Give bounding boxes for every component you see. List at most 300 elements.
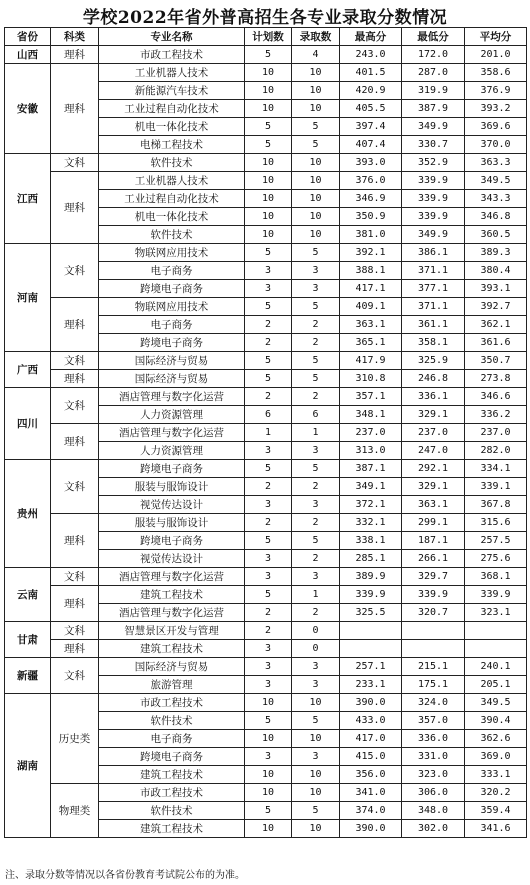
admitted-cell: 2 [292, 604, 340, 622]
major-cell: 跨境电子商务 [99, 748, 245, 766]
avg-score-cell: 320.2 [465, 784, 527, 802]
min-score-cell: 363.1 [402, 496, 465, 514]
max-score-cell: 417.9 [340, 352, 402, 370]
avg-score-cell: 392.7 [465, 298, 527, 316]
major-cell: 建筑工程技术 [99, 820, 245, 838]
avg-score-cell: 257.5 [465, 532, 527, 550]
table-row [5, 424, 527, 442]
plan-cell: 5 [245, 802, 292, 820]
major-cell: 物联网应用技术 [99, 298, 245, 316]
min-score-cell: 357.0 [402, 712, 465, 730]
major-cell: 跨境电子商务 [99, 532, 245, 550]
category-cell: 理科 [51, 514, 99, 568]
max-score-cell: 387.1 [340, 460, 402, 478]
province-cell: 甘肃 [5, 622, 51, 658]
major-cell: 视觉传达设计 [99, 496, 245, 514]
min-score-cell: 349.9 [402, 118, 465, 136]
max-score-cell: 357.1 [340, 388, 402, 406]
category-cell: 理科 [51, 370, 99, 388]
avg-score-cell: 346.6 [465, 388, 527, 406]
category-cell: 文科 [51, 568, 99, 586]
plan-cell: 5 [245, 298, 292, 316]
admitted-cell: 5 [292, 244, 340, 262]
header-plan: 计划数 [245, 28, 292, 46]
plan-cell: 10 [245, 784, 292, 802]
major-cell: 服装与服饰设计 [99, 478, 245, 496]
major-cell: 工业过程自动化技术 [99, 100, 245, 118]
min-score-cell: 320.7 [402, 604, 465, 622]
avg-score-cell: 323.1 [465, 604, 527, 622]
max-score-cell: 339.9 [340, 586, 402, 604]
max-score-cell: 363.1 [340, 316, 402, 334]
category-cell: 理科 [51, 298, 99, 352]
table-row [5, 370, 527, 388]
category-cell: 文科 [51, 154, 99, 172]
admitted-cell: 5 [292, 460, 340, 478]
plan-cell: 2 [245, 514, 292, 532]
category-cell: 文科 [51, 244, 99, 298]
major-cell: 酒店管理与数字化运营 [99, 568, 245, 586]
major-cell: 人力资源管理 [99, 406, 245, 424]
avg-score-cell: 346.8 [465, 208, 527, 226]
avg-score-cell: 393.1 [465, 280, 527, 298]
min-score-cell: 175.1 [402, 676, 465, 694]
avg-score-cell: 369.0 [465, 748, 527, 766]
admitted-cell: 3 [292, 280, 340, 298]
min-score-cell: 215.1 [402, 658, 465, 676]
max-score-cell: 374.0 [340, 802, 402, 820]
max-score-cell: 381.0 [340, 226, 402, 244]
admitted-cell: 2 [292, 514, 340, 532]
max-score-cell: 313.0 [340, 442, 402, 460]
major-cell: 旅游管理 [99, 676, 245, 694]
major-cell: 工业机器人技术 [99, 172, 245, 190]
admitted-cell: 10 [292, 190, 340, 208]
min-score-cell: 358.1 [402, 334, 465, 352]
plan-cell: 10 [245, 172, 292, 190]
max-score-cell: 390.0 [340, 694, 402, 712]
table-row [5, 154, 527, 172]
max-score-cell: 393.0 [340, 154, 402, 172]
min-score-cell: 246.8 [402, 370, 465, 388]
min-score-cell: 339.9 [402, 586, 465, 604]
max-score-cell: 388.1 [340, 262, 402, 280]
plan-cell: 5 [245, 532, 292, 550]
admitted-cell: 3 [292, 676, 340, 694]
table-row [5, 298, 527, 316]
plan-cell: 5 [245, 586, 292, 604]
admitted-cell: 3 [292, 568, 340, 586]
major-cell: 市政工程技术 [99, 46, 245, 64]
max-score-cell: 341.0 [340, 784, 402, 802]
min-score-cell: 386.1 [402, 244, 465, 262]
admitted-cell: 1 [292, 424, 340, 442]
major-cell: 电梯工程技术 [99, 136, 245, 154]
avg-score-cell: 370.0 [465, 136, 527, 154]
header-admitted: 录取数 [292, 28, 340, 46]
major-cell: 机电一体化技术 [99, 118, 245, 136]
plan-cell: 3 [245, 748, 292, 766]
major-cell: 智慧景区开发与管理 [99, 622, 245, 640]
plan-cell: 10 [245, 226, 292, 244]
major-cell: 建筑工程技术 [99, 586, 245, 604]
min-score-cell: 292.1 [402, 460, 465, 478]
plan-cell: 2 [245, 334, 292, 352]
header-min-score: 最低分 [402, 28, 465, 46]
min-score-cell [402, 640, 465, 658]
admitted-cell: 5 [292, 118, 340, 136]
category-cell: 文科 [51, 352, 99, 370]
max-score-cell: 417.0 [340, 730, 402, 748]
max-score-cell: 392.1 [340, 244, 402, 262]
max-score-cell: 409.1 [340, 298, 402, 316]
avg-score-cell [465, 640, 527, 658]
plan-cell: 10 [245, 190, 292, 208]
category-cell: 文科 [51, 658, 99, 694]
admitted-cell: 5 [292, 136, 340, 154]
header-category: 科类 [51, 28, 99, 46]
major-cell: 跨境电子商务 [99, 334, 245, 352]
min-score-cell: 302.0 [402, 820, 465, 838]
min-score-cell: 324.0 [402, 694, 465, 712]
category-cell: 文科 [51, 388, 99, 424]
page-title: 学校2022年省外普高招生各专业录取分数情况 [82, 8, 448, 28]
admitted-cell: 0 [292, 622, 340, 640]
min-score-cell: 323.0 [402, 766, 465, 784]
plan-cell: 5 [245, 352, 292, 370]
max-score-cell: 233.1 [340, 676, 402, 694]
plan-cell: 2 [245, 478, 292, 496]
max-score-cell: 348.1 [340, 406, 402, 424]
avg-score-cell: 358.6 [465, 64, 527, 82]
major-cell: 建筑工程技术 [99, 640, 245, 658]
major-cell: 工业过程自动化技术 [99, 190, 245, 208]
plan-cell: 5 [245, 136, 292, 154]
avg-score-cell: 334.1 [465, 460, 527, 478]
admitted-cell: 6 [292, 406, 340, 424]
plan-cell: 3 [245, 496, 292, 514]
avg-score-cell: 367.8 [465, 496, 527, 514]
admitted-cell: 10 [292, 82, 340, 100]
avg-score-cell: 361.6 [465, 334, 527, 352]
max-score-cell [340, 640, 402, 658]
admitted-cell: 10 [292, 820, 340, 838]
avg-score-cell: 341.6 [465, 820, 527, 838]
min-score-cell: 371.1 [402, 262, 465, 280]
province-cell: 湖南 [5, 694, 51, 838]
avg-score-cell: 393.2 [465, 100, 527, 118]
major-cell: 建筑工程技术 [99, 766, 245, 784]
major-cell: 工业机器人技术 [99, 64, 245, 82]
min-score-cell: 349.9 [402, 226, 465, 244]
avg-score-cell: 339.9 [465, 586, 527, 604]
admission-score-table [4, 27, 527, 838]
avg-score-cell: 380.4 [465, 262, 527, 280]
avg-score-cell: 333.1 [465, 766, 527, 784]
avg-score-cell: 359.4 [465, 802, 527, 820]
avg-score-cell: 275.6 [465, 550, 527, 568]
province-cell: 河南 [5, 244, 51, 352]
major-cell: 软件技术 [99, 154, 245, 172]
min-score-cell: 336.0 [402, 730, 465, 748]
province-cell: 山西 [5, 46, 51, 64]
major-cell: 电子商务 [99, 316, 245, 334]
major-cell: 服装与服饰设计 [99, 514, 245, 532]
max-score-cell: 349.1 [340, 478, 402, 496]
plan-cell: 3 [245, 676, 292, 694]
min-score-cell: 371.1 [402, 298, 465, 316]
plan-cell: 10 [245, 766, 292, 784]
avg-score-cell: 315.6 [465, 514, 527, 532]
admitted-cell: 10 [292, 100, 340, 118]
min-score-cell: 237.0 [402, 424, 465, 442]
max-score-cell [340, 622, 402, 640]
major-cell: 软件技术 [99, 226, 245, 244]
plan-cell: 5 [245, 370, 292, 388]
avg-score-cell: 343.3 [465, 190, 527, 208]
avg-score-cell: 336.2 [465, 406, 527, 424]
avg-score-cell: 362.1 [465, 316, 527, 334]
avg-score-cell: 363.3 [465, 154, 527, 172]
category-cell: 理科 [51, 586, 99, 622]
province-cell: 新疆 [5, 658, 51, 694]
avg-score-cell: 389.3 [465, 244, 527, 262]
avg-score-cell: 339.1 [465, 478, 527, 496]
plan-cell: 10 [245, 730, 292, 748]
max-score-cell: 372.1 [340, 496, 402, 514]
max-score-cell: 397.4 [340, 118, 402, 136]
admitted-cell: 5 [292, 370, 340, 388]
major-cell: 机电一体化技术 [99, 208, 245, 226]
plan-cell: 6 [245, 406, 292, 424]
admitted-cell: 5 [292, 298, 340, 316]
major-cell: 国际经济与贸易 [99, 658, 245, 676]
min-score-cell: 266.1 [402, 550, 465, 568]
avg-score-cell: 360.5 [465, 226, 527, 244]
major-cell: 酒店管理与数字化运营 [99, 388, 245, 406]
table-row [5, 694, 527, 712]
admitted-cell: 2 [292, 316, 340, 334]
province-cell: 安徽 [5, 64, 51, 154]
table-row [5, 640, 527, 658]
admitted-cell: 1 [292, 586, 340, 604]
table-row [5, 586, 527, 604]
major-cell: 市政工程技术 [99, 694, 245, 712]
plan-cell: 3 [245, 262, 292, 280]
admitted-cell: 10 [292, 154, 340, 172]
min-score-cell: 187.1 [402, 532, 465, 550]
plan-cell: 2 [245, 604, 292, 622]
max-score-cell: 243.0 [340, 46, 402, 64]
min-score-cell: 336.1 [402, 388, 465, 406]
table-row [5, 460, 527, 478]
major-cell: 国际经济与贸易 [99, 352, 245, 370]
admitted-cell: 2 [292, 334, 340, 352]
major-cell: 新能源汽车技术 [99, 82, 245, 100]
avg-score-cell: 362.6 [465, 730, 527, 748]
min-score-cell: 299.1 [402, 514, 465, 532]
header-avg-score: 平均分 [465, 28, 527, 46]
admitted-cell: 4 [292, 46, 340, 64]
admitted-cell: 10 [292, 694, 340, 712]
admitted-cell: 5 [292, 532, 340, 550]
max-score-cell: 407.4 [340, 136, 402, 154]
plan-cell: 5 [245, 118, 292, 136]
table-row [5, 622, 527, 640]
table-row [5, 514, 527, 532]
plan-cell: 10 [245, 154, 292, 172]
table-row [5, 172, 527, 190]
header-province: 省份 [5, 28, 51, 46]
category-cell: 理科 [51, 424, 99, 460]
min-score-cell: 339.9 [402, 172, 465, 190]
plan-cell: 5 [245, 46, 292, 64]
avg-score-cell: 349.5 [465, 172, 527, 190]
major-cell: 电子商务 [99, 262, 245, 280]
plan-cell: 3 [245, 640, 292, 658]
max-score-cell: 350.9 [340, 208, 402, 226]
province-cell: 贵州 [5, 460, 51, 568]
table-header-row [5, 28, 527, 46]
header-major: 专业名称 [99, 28, 245, 46]
province-cell: 广西 [5, 352, 51, 388]
avg-score-cell: 237.0 [465, 424, 527, 442]
admitted-cell: 10 [292, 64, 340, 82]
plan-cell: 10 [245, 100, 292, 118]
max-score-cell: 405.5 [340, 100, 402, 118]
table-row [5, 352, 527, 370]
category-cell: 理科 [51, 640, 99, 658]
max-score-cell: 389.9 [340, 568, 402, 586]
province-cell: 江西 [5, 154, 51, 244]
avg-score-cell: 390.4 [465, 712, 527, 730]
admitted-cell: 3 [292, 442, 340, 460]
min-score-cell: 339.9 [402, 208, 465, 226]
max-score-cell: 325.5 [340, 604, 402, 622]
table-row [5, 388, 527, 406]
min-score-cell: 329.7 [402, 568, 465, 586]
avg-score-cell: 349.5 [465, 694, 527, 712]
min-score-cell: 306.0 [402, 784, 465, 802]
plan-cell: 2 [245, 622, 292, 640]
max-score-cell: 237.0 [340, 424, 402, 442]
min-score-cell: 352.9 [402, 154, 465, 172]
plan-cell: 5 [245, 460, 292, 478]
max-score-cell: 433.0 [340, 712, 402, 730]
plan-cell: 1 [245, 424, 292, 442]
major-cell: 跨境电子商务 [99, 460, 245, 478]
table-row [5, 784, 527, 802]
avg-score-cell: 205.1 [465, 676, 527, 694]
avg-score-cell: 282.0 [465, 442, 527, 460]
admitted-cell: 0 [292, 640, 340, 658]
admitted-cell: 10 [292, 172, 340, 190]
admitted-cell: 2 [292, 550, 340, 568]
plan-cell: 10 [245, 694, 292, 712]
table-row [5, 568, 527, 586]
max-score-cell: 420.9 [340, 82, 402, 100]
max-score-cell: 365.1 [340, 334, 402, 352]
avg-score-cell: 273.8 [465, 370, 527, 388]
admitted-cell: 3 [292, 748, 340, 766]
min-score-cell: 247.0 [402, 442, 465, 460]
major-cell: 人力资源管理 [99, 442, 245, 460]
min-score-cell: 387.9 [402, 100, 465, 118]
header-max-score: 最高分 [340, 28, 402, 46]
plan-cell: 10 [245, 208, 292, 226]
min-score-cell: 339.9 [402, 190, 465, 208]
major-cell: 物联网应用技术 [99, 244, 245, 262]
avg-score-cell: 376.9 [465, 82, 527, 100]
max-score-cell: 257.1 [340, 658, 402, 676]
plan-cell: 2 [245, 388, 292, 406]
plan-cell: 3 [245, 442, 292, 460]
min-score-cell: 325.9 [402, 352, 465, 370]
avg-score-cell: 350.7 [465, 352, 527, 370]
table-row [5, 658, 527, 676]
max-score-cell: 390.0 [340, 820, 402, 838]
category-cell: 理科 [51, 64, 99, 154]
admitted-cell: 10 [292, 766, 340, 784]
plan-cell: 2 [245, 316, 292, 334]
avg-score-cell: 368.1 [465, 568, 527, 586]
max-score-cell: 332.1 [340, 514, 402, 532]
min-score-cell: 329.1 [402, 406, 465, 424]
plan-cell: 10 [245, 64, 292, 82]
plan-cell: 10 [245, 82, 292, 100]
max-score-cell: 417.1 [340, 280, 402, 298]
major-cell: 跨境电子商务 [99, 280, 245, 298]
min-score-cell: 319.9 [402, 82, 465, 100]
max-score-cell: 310.8 [340, 370, 402, 388]
avg-score-cell [465, 622, 527, 640]
max-score-cell: 415.0 [340, 748, 402, 766]
min-score-cell: 330.7 [402, 136, 465, 154]
major-cell: 市政工程技术 [99, 784, 245, 802]
admitted-cell: 10 [292, 730, 340, 748]
major-cell: 软件技术 [99, 802, 245, 820]
table-row [5, 64, 527, 82]
admitted-cell: 5 [292, 352, 340, 370]
max-score-cell: 285.1 [340, 550, 402, 568]
min-score-cell: 348.0 [402, 802, 465, 820]
major-cell: 国际经济与贸易 [99, 370, 245, 388]
province-cell: 云南 [5, 568, 51, 622]
table-row [5, 244, 527, 262]
major-cell: 电子商务 [99, 730, 245, 748]
admitted-cell: 3 [292, 262, 340, 280]
avg-score-cell: 240.1 [465, 658, 527, 676]
plan-cell: 3 [245, 658, 292, 676]
min-score-cell: 329.1 [402, 478, 465, 496]
category-cell: 历史类 [51, 694, 99, 784]
plan-cell: 3 [245, 550, 292, 568]
plan-cell: 5 [245, 712, 292, 730]
admitted-cell: 10 [292, 208, 340, 226]
category-cell: 物理类 [51, 784, 99, 838]
min-score-cell: 331.0 [402, 748, 465, 766]
avg-score-cell: 201.0 [465, 46, 527, 64]
table-row [5, 46, 527, 64]
major-cell: 酒店管理与数字化运营 [99, 424, 245, 442]
admitted-cell: 5 [292, 802, 340, 820]
major-cell: 酒店管理与数字化运营 [99, 604, 245, 622]
admitted-cell: 10 [292, 784, 340, 802]
max-score-cell: 356.0 [340, 766, 402, 784]
admitted-cell: 3 [292, 496, 340, 514]
footnote: 注、录取分数等情况以各省份教育考试院公布的为准。 [5, 870, 245, 881]
category-cell: 理科 [51, 172, 99, 244]
